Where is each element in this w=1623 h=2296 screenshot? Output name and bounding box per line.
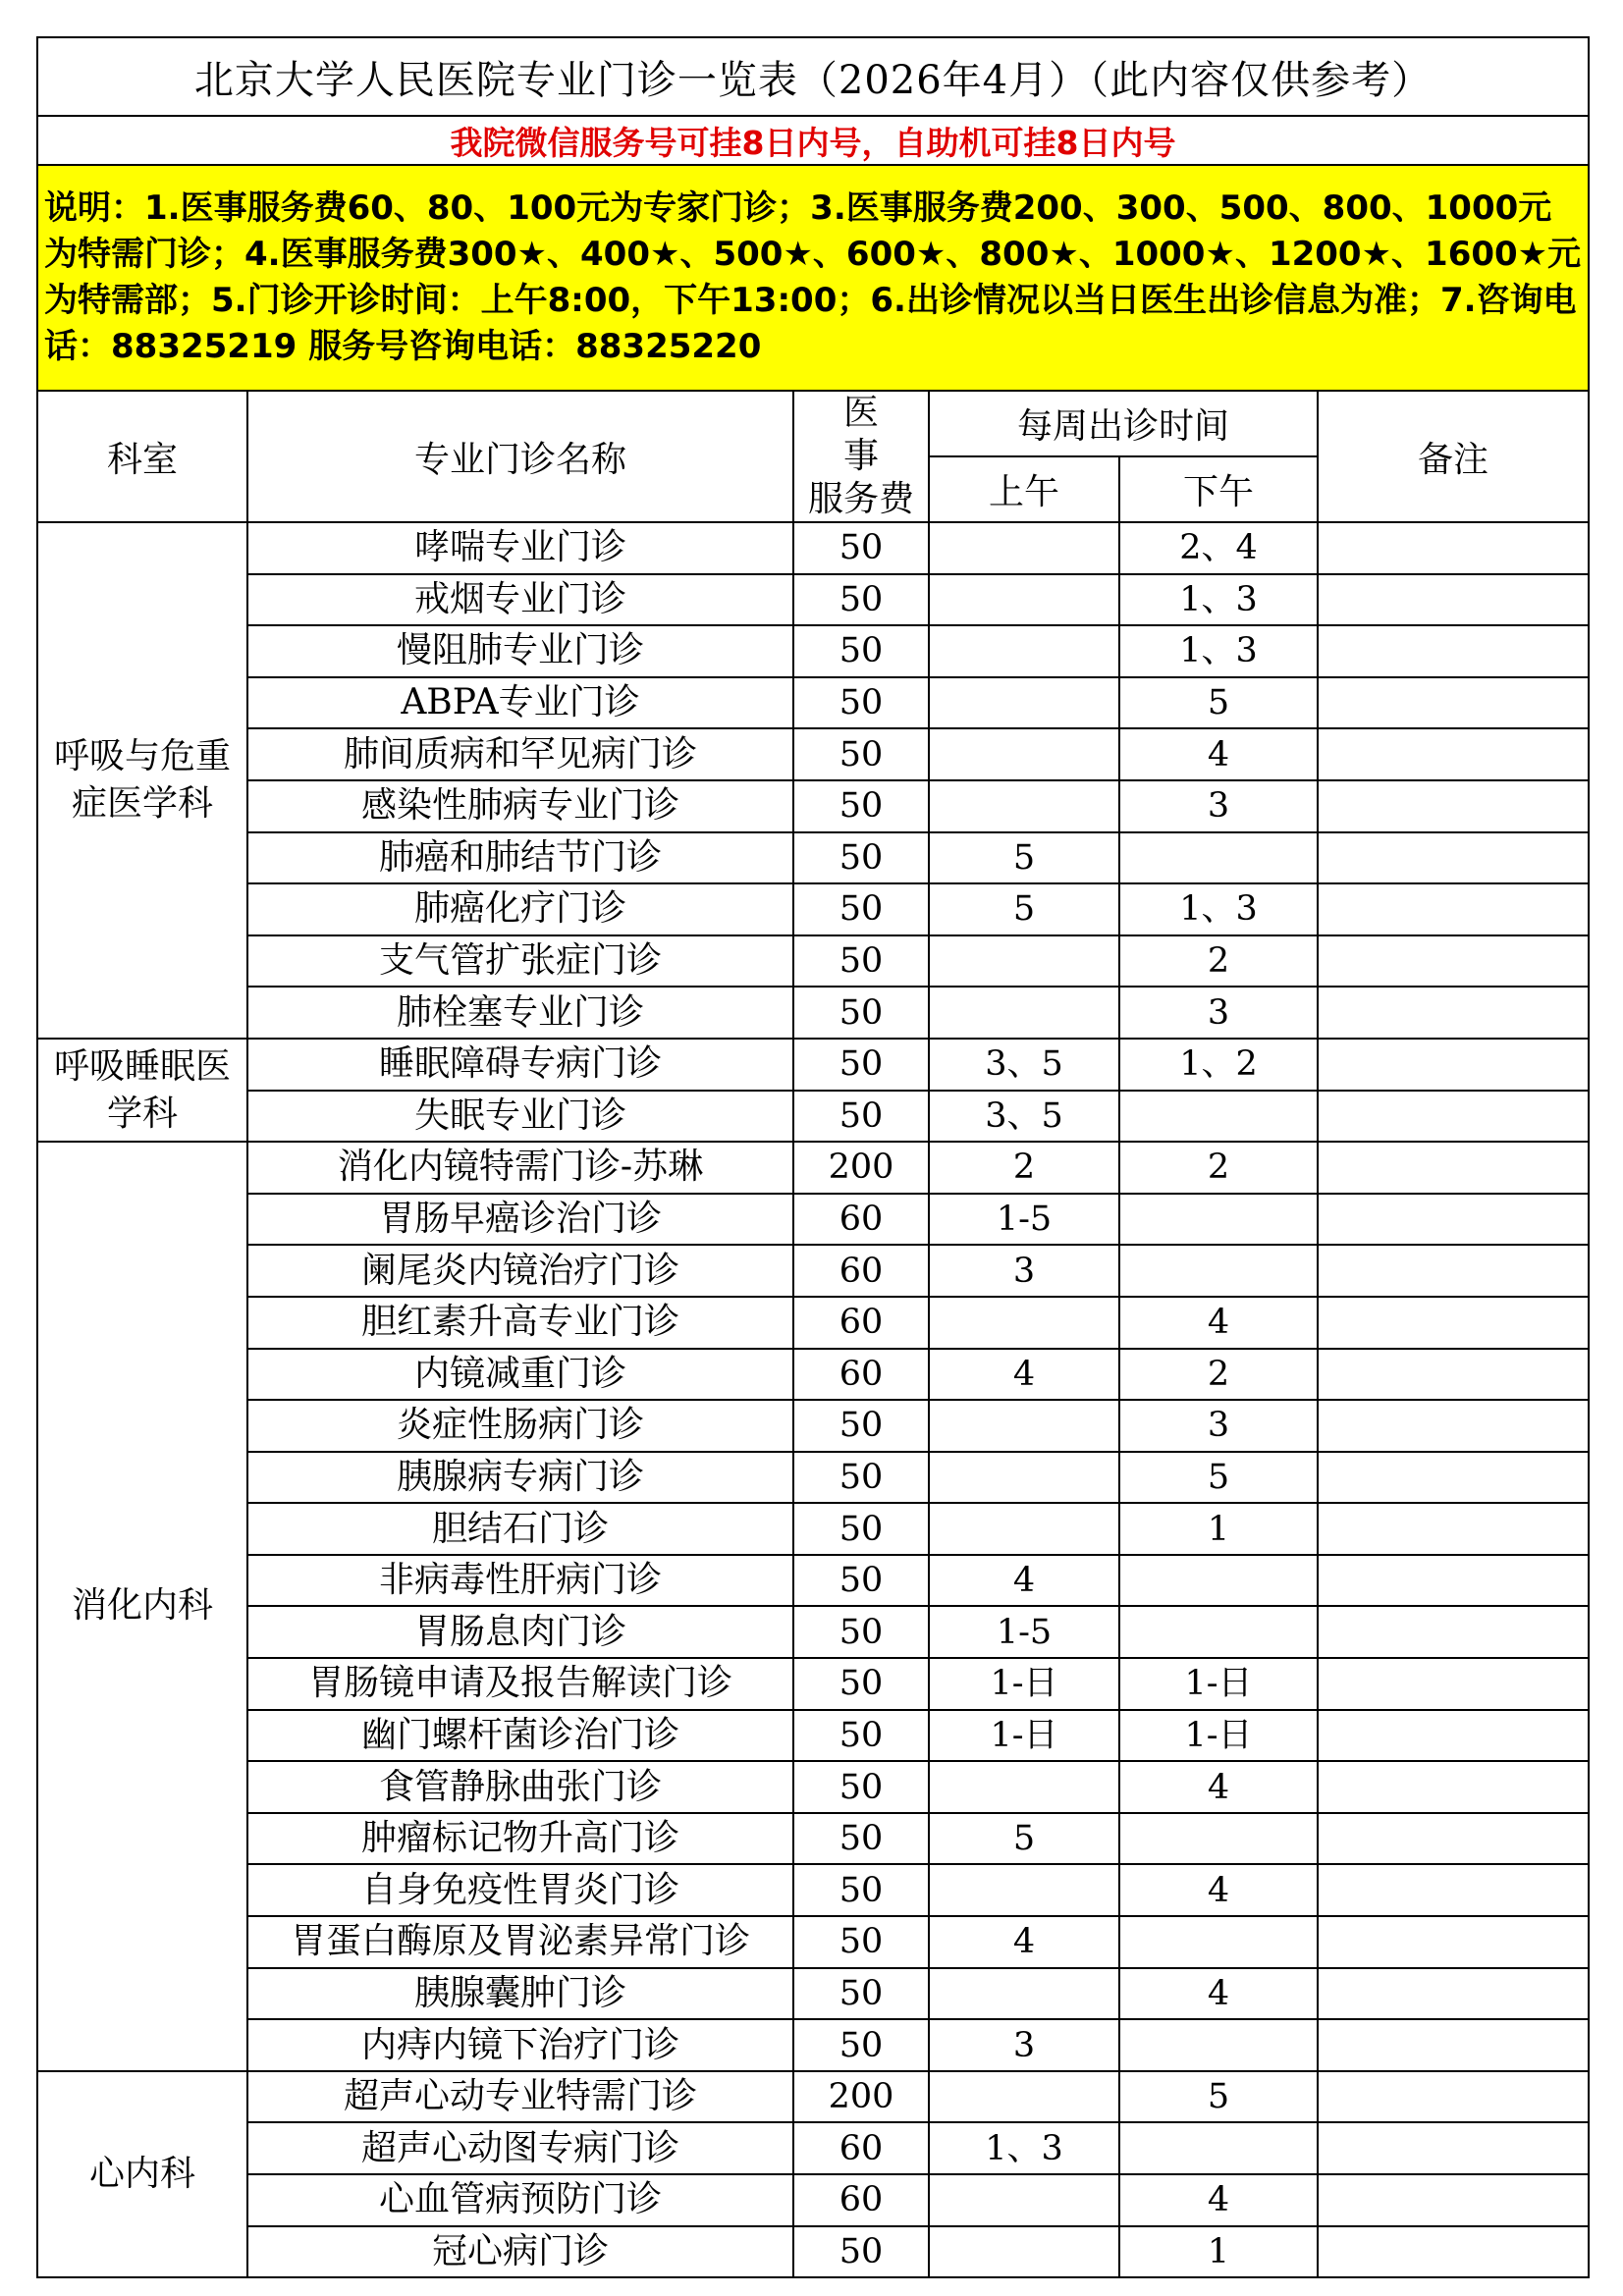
department-cell: 心内科: [37, 2071, 247, 2277]
pm-schedule-cell: 1、3: [1119, 625, 1318, 677]
am-schedule-cell: [929, 1864, 1119, 1916]
table-row: [37, 2174, 1589, 2226]
department-cell: 呼吸与危重症医学科: [37, 522, 247, 1039]
clinic-name-cell: 肺间质病和罕见病门诊: [247, 728, 793, 780]
table-row: [37, 1349, 1589, 1401]
clinic-name-cell: 心血管病预防门诊: [247, 2174, 793, 2226]
am-schedule-cell: 1、3: [929, 2122, 1119, 2174]
remark-cell: [1318, 522, 1589, 574]
remark-cell: [1318, 1813, 1589, 1865]
remark-cell: [1318, 1194, 1589, 1246]
am-schedule-cell: [929, 1452, 1119, 1504]
clinic-name-cell: 非病毒性肝病门诊: [247, 1555, 793, 1607]
pm-schedule-cell: 4: [1119, 1297, 1318, 1349]
fee-cell: 50: [793, 883, 929, 935]
header-remark: 备注: [1318, 391, 1589, 522]
fee-cell: 50: [793, 2019, 929, 2071]
fee-cell: 50: [793, 1864, 929, 1916]
header-fee-line2: 服务费: [807, 479, 914, 519]
am-schedule-cell: [929, 780, 1119, 832]
pm-schedule-cell: 2: [1119, 1349, 1318, 1401]
am-schedule-cell: 4: [929, 1916, 1119, 1968]
fee-cell: 50: [793, 1658, 929, 1710]
pm-schedule-cell: 4: [1119, 1864, 1318, 1916]
pm-schedule-cell: 3: [1119, 780, 1318, 832]
clinic-name-cell: 感染性肺病专业门诊: [247, 780, 793, 832]
am-schedule-cell: 5: [929, 832, 1119, 884]
clinic-name-cell: 胃肠镜申请及报告解读门诊: [247, 1658, 793, 1710]
remark-cell: [1318, 1039, 1589, 1091]
fee-cell: 50: [793, 1916, 929, 1968]
fee-cell: 50: [793, 1452, 929, 1504]
am-schedule-cell: [929, 2071, 1119, 2123]
table-row: [37, 522, 1589, 574]
am-schedule-cell: 2: [929, 1142, 1119, 1194]
table-row: [37, 1091, 1589, 1143]
remark-cell: [1318, 2226, 1589, 2278]
clinic-name-cell: 炎症性肠病门诊: [247, 1400, 793, 1452]
am-schedule-cell: [929, 1503, 1119, 1555]
fee-cell: 50: [793, 625, 929, 677]
am-schedule-cell: [929, 728, 1119, 780]
table-row: [37, 883, 1589, 935]
fee-cell: 50: [793, 728, 929, 780]
clinic-name-cell: 胆红素升高专业门诊: [247, 1297, 793, 1349]
pm-schedule-cell: 4: [1119, 1968, 1318, 2020]
table-row: [37, 1916, 1589, 1968]
pm-schedule-cell: [1119, 1091, 1318, 1143]
header-clinic: 专业门诊名称: [247, 391, 793, 522]
remark-cell: [1318, 2174, 1589, 2226]
remark-cell: [1318, 1142, 1589, 1194]
remark-cell: [1318, 1916, 1589, 1968]
fee-cell: 60: [793, 1194, 929, 1246]
remark-cell: [1318, 1968, 1589, 2020]
am-schedule-cell: 1-日: [929, 1658, 1119, 1710]
pm-schedule-cell: 4: [1119, 728, 1318, 780]
header-schedule: 每周出诊时间: [929, 391, 1318, 456]
table-row: [37, 2122, 1589, 2174]
table-row: [37, 574, 1589, 626]
am-schedule-cell: 4: [929, 1349, 1119, 1401]
remark-cell: [1318, 1349, 1589, 1401]
description-note: 说明：1.医事服务费60、80、100元为专家门诊；3.医事服务费200、300、500、800、1000元为特需门诊；4.医事服务费300★、400★、500★、600★、800★、1000★、1200★、1600★元为特需部；5.门诊开诊时间：上午8:00，下午13:00；6.出诊情况以当日医生出诊信息为准；7.咨询电话：88325219 服务号咨询电话：88325220: [37, 165, 1589, 391]
remark-cell: [1318, 2071, 1589, 2123]
pm-schedule-cell: 1、2: [1119, 1039, 1318, 1091]
fee-cell: 50: [793, 1968, 929, 2020]
pm-schedule-cell: 2: [1119, 935, 1318, 988]
fee-cell: 50: [793, 1555, 929, 1607]
am-schedule-cell: 4: [929, 1555, 1119, 1607]
table-row: [37, 2019, 1589, 2071]
am-schedule-cell: 3、5: [929, 1039, 1119, 1091]
am-schedule-cell: [929, 935, 1119, 988]
remark-cell: [1318, 1555, 1589, 1607]
pm-schedule-cell: 1: [1119, 1503, 1318, 1555]
fee-cell: 60: [793, 1245, 929, 1297]
table-row: [37, 1813, 1589, 1865]
pm-schedule-cell: 1-日: [1119, 1710, 1318, 1762]
table-row: [37, 1606, 1589, 1658]
remark-cell: [1318, 1710, 1589, 1762]
clinic-name-cell: 超声心动图专病门诊: [247, 2122, 793, 2174]
fee-cell: 60: [793, 1297, 929, 1349]
remark-cell: [1318, 1297, 1589, 1349]
pm-schedule-cell: 4: [1119, 2174, 1318, 2226]
remark-cell: [1318, 574, 1589, 626]
document: [36, 36, 1588, 2278]
registration-notice: 我院微信服务号可挂8日内号，自助机可挂8日内号: [37, 116, 1589, 165]
fee-cell: 50: [793, 1400, 929, 1452]
pm-schedule-cell: 1: [1119, 2226, 1318, 2278]
fee-cell: 50: [793, 677, 929, 729]
remark-cell: [1318, 1606, 1589, 1658]
fee-cell: 50: [793, 780, 929, 832]
remark-cell: [1318, 1452, 1589, 1504]
am-schedule-cell: 5: [929, 1813, 1119, 1865]
fee-cell: 50: [793, 832, 929, 884]
clinic-name-cell: 阑尾炎内镜治疗门诊: [247, 1245, 793, 1297]
am-schedule-cell: [929, 2174, 1119, 2226]
table-row: [37, 1864, 1589, 1916]
clinic-name-cell: 超声心动专业特需门诊: [247, 2071, 793, 2123]
table-row: [37, 1503, 1589, 1555]
clinic-name-cell: 胰腺囊肿门诊: [247, 1968, 793, 2020]
clinic-name-cell: 慢阻肺专业门诊: [247, 625, 793, 677]
clinic-name-cell: 胰腺病专病门诊: [247, 1452, 793, 1504]
fee-cell: 50: [793, 1091, 929, 1143]
header-fee: [793, 391, 929, 522]
pm-schedule-cell: 3: [1119, 1400, 1318, 1452]
clinic-name-cell: 内镜减重门诊: [247, 1349, 793, 1401]
pm-schedule-cell: 1-日: [1119, 1658, 1318, 1710]
pm-schedule-cell: 5: [1119, 677, 1318, 729]
remark-cell: [1318, 883, 1589, 935]
clinic-name-cell: 失眠专业门诊: [247, 1091, 793, 1143]
pm-schedule-cell: [1119, 1555, 1318, 1607]
table-row: [37, 1400, 1589, 1452]
am-schedule-cell: [929, 1968, 1119, 2020]
am-schedule-cell: 1-5: [929, 1194, 1119, 1246]
remark-cell: [1318, 1245, 1589, 1297]
clinic-name-cell: ABPA专业门诊: [247, 677, 793, 729]
table-row: [37, 1142, 1589, 1194]
clinic-name-cell: 胃肠早癌诊治门诊: [247, 1194, 793, 1246]
pm-schedule-cell: [1119, 2019, 1318, 2071]
remark-cell: [1318, 780, 1589, 832]
fee-cell: 50: [793, 1813, 929, 1865]
am-schedule-cell: [929, 574, 1119, 626]
clinic-name-cell: 消化内镜特需门诊-苏琳: [247, 1142, 793, 1194]
remark-cell: [1318, 935, 1589, 988]
clinic-schedule-table: [36, 36, 1590, 2278]
table-row: [37, 677, 1589, 729]
remark-cell: [1318, 1658, 1589, 1710]
pm-schedule-cell: 1、3: [1119, 574, 1318, 626]
pm-schedule-cell: 5: [1119, 2071, 1318, 2123]
am-schedule-cell: 3: [929, 1245, 1119, 1297]
pm-schedule-cell: 2、4: [1119, 522, 1318, 574]
remark-cell: [1318, 2019, 1589, 2071]
clinic-name-cell: 食管静脉曲张门诊: [247, 1761, 793, 1813]
am-schedule-cell: 1-5: [929, 1606, 1119, 1658]
table-row: [37, 1658, 1589, 1710]
am-schedule-cell: 1-日: [929, 1710, 1119, 1762]
remark-cell: [1318, 1400, 1589, 1452]
header-dept: 科室: [37, 391, 247, 522]
fee-cell: 50: [793, 1606, 929, 1658]
clinic-name-cell: 支气管扩张症门诊: [247, 935, 793, 988]
am-schedule-cell: [929, 2226, 1119, 2278]
clinic-name-cell: 幽门螺杆菌诊治门诊: [247, 1710, 793, 1762]
am-schedule-cell: [929, 1761, 1119, 1813]
table-row: [37, 1039, 1589, 1091]
page-title: 北京大学人民医院专业门诊一览表（2026年4月）（此内容仅供参考）: [37, 37, 1589, 116]
header-pm: 下午: [1119, 456, 1318, 522]
table-row: [37, 2226, 1589, 2278]
table-row: [37, 1710, 1589, 1762]
fee-cell: 50: [793, 1710, 929, 1762]
table-row: [37, 987, 1589, 1039]
am-schedule-cell: [929, 1400, 1119, 1452]
table-row: [37, 780, 1589, 832]
am-schedule-cell: [929, 522, 1119, 574]
fee-cell: 60: [793, 2174, 929, 2226]
department-cell: 呼吸睡眠医学科: [37, 1039, 247, 1142]
pm-schedule-cell: 3: [1119, 987, 1318, 1039]
table-row: [37, 2071, 1589, 2123]
am-schedule-cell: 3: [929, 2019, 1119, 2071]
header-am: 上午: [929, 456, 1119, 522]
am-schedule-cell: 5: [929, 883, 1119, 935]
pm-schedule-cell: 1、3: [1119, 883, 1318, 935]
remark-cell: [1318, 1864, 1589, 1916]
pm-schedule-cell: 5: [1119, 1452, 1318, 1504]
clinic-name-cell: 胆结石门诊: [247, 1503, 793, 1555]
clinic-name-cell: 胃肠息肉门诊: [247, 1606, 793, 1658]
remark-cell: [1318, 1091, 1589, 1143]
fee-cell: 50: [793, 2226, 929, 2278]
fee-cell: 60: [793, 1349, 929, 1401]
clinic-name-cell: 自身免疫性胃炎门诊: [247, 1864, 793, 1916]
fee-cell: 50: [793, 987, 929, 1039]
remark-cell: [1318, 1761, 1589, 1813]
am-schedule-cell: [929, 987, 1119, 1039]
clinic-name-cell: 胃蛋白酶原及胃泌素异常门诊: [247, 1916, 793, 1968]
table-row: [37, 832, 1589, 884]
fee-cell: 50: [793, 935, 929, 988]
clinic-name-cell: 肺癌化疗门诊: [247, 883, 793, 935]
table-row: [37, 935, 1589, 988]
clinic-name-cell: 肺栓塞专业门诊: [247, 987, 793, 1039]
pm-schedule-cell: [1119, 1916, 1318, 1968]
table-row: [37, 625, 1589, 677]
am-schedule-cell: [929, 677, 1119, 729]
remark-cell: [1318, 677, 1589, 729]
am-schedule-cell: [929, 1297, 1119, 1349]
table-row: [37, 1452, 1589, 1504]
table-row: [37, 1297, 1589, 1349]
pm-schedule-cell: [1119, 2122, 1318, 2174]
fee-cell: 200: [793, 2071, 929, 2123]
remark-cell: [1318, 987, 1589, 1039]
table-row: [37, 1194, 1589, 1246]
table-row: [37, 728, 1589, 780]
table-row: [37, 1968, 1589, 2020]
table-row: [37, 1245, 1589, 1297]
fee-cell: 60: [793, 2122, 929, 2174]
header-fee-line1: 医事: [842, 393, 920, 476]
clinic-name-cell: 睡眠障碍专病门诊: [247, 1039, 793, 1091]
remark-cell: [1318, 2122, 1589, 2174]
am-schedule-cell: [929, 625, 1119, 677]
remark-cell: [1318, 1503, 1589, 1555]
clinic-name-cell: 冠心病门诊: [247, 2226, 793, 2278]
fee-cell: 50: [793, 522, 929, 574]
remark-cell: [1318, 728, 1589, 780]
clinic-name-cell: 内痔内镜下治疗门诊: [247, 2019, 793, 2071]
fee-cell: 50: [793, 1761, 929, 1813]
pm-schedule-cell: [1119, 1245, 1318, 1297]
remark-cell: [1318, 625, 1589, 677]
clinic-name-cell: 肿瘤标记物升高门诊: [247, 1813, 793, 1865]
pm-schedule-cell: [1119, 1606, 1318, 1658]
pm-schedule-cell: [1119, 832, 1318, 884]
pm-schedule-cell: 4: [1119, 1761, 1318, 1813]
clinic-name-cell: 哮喘专业门诊: [247, 522, 793, 574]
pm-schedule-cell: [1119, 1813, 1318, 1865]
clinic-name-cell: 肺癌和肺结节门诊: [247, 832, 793, 884]
table-row: [37, 1761, 1589, 1813]
remark-cell: [1318, 832, 1589, 884]
pm-schedule-cell: 2: [1119, 1142, 1318, 1194]
fee-cell: 200: [793, 1142, 929, 1194]
pm-schedule-cell: [1119, 1194, 1318, 1246]
fee-cell: 50: [793, 574, 929, 626]
fee-cell: 50: [793, 1503, 929, 1555]
table-row: [37, 1555, 1589, 1607]
table-body: [37, 522, 1589, 2277]
clinic-name-cell: 戒烟专业门诊: [247, 574, 793, 626]
am-schedule-cell: 3、5: [929, 1091, 1119, 1143]
department-cell: 消化内科: [37, 1142, 247, 2071]
table-head-section: [37, 37, 1589, 522]
fee-cell: 50: [793, 1039, 929, 1091]
